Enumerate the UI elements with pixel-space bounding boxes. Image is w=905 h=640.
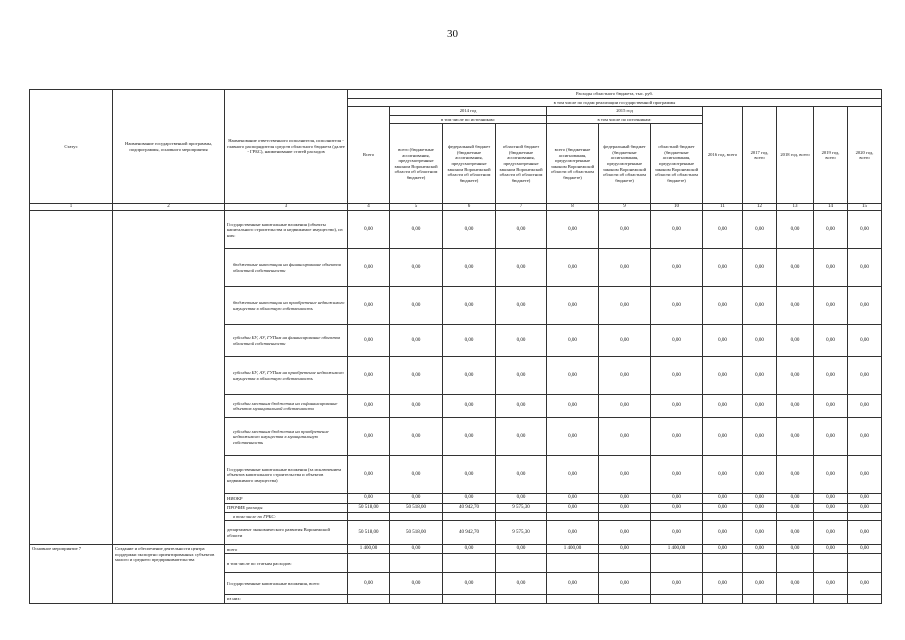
value-cell: 0,00 [443, 357, 496, 395]
value-cell: 0,00 [651, 357, 703, 395]
col-num: 9 [599, 204, 651, 211]
value-cell [348, 554, 390, 573]
value-cell: 0,00 [390, 456, 443, 494]
value-cell: 0,00 [348, 494, 390, 503]
value-cell: 1 400,00 [651, 545, 703, 554]
value-cell: 0,00 [743, 521, 777, 545]
value-cell [599, 595, 651, 604]
value-cell: 0,00 [599, 494, 651, 503]
value-cell: 0,00 [651, 211, 703, 249]
header-year-2017: 2017 год, всего [743, 107, 777, 204]
value-cell [651, 554, 703, 573]
col-num: 10 [651, 204, 703, 211]
expense-item-label: субсидии БУ, АУ, ГУПам на приобретение недвижимого имущества в областную собственность [225, 357, 348, 395]
value-cell: 0,00 [390, 211, 443, 249]
value-cell [496, 595, 547, 604]
value-cell: 0,00 [651, 325, 703, 357]
value-cell [496, 512, 547, 521]
header-sources-2014: в том числе по источникам: [390, 115, 547, 124]
value-cell: 0,00 [848, 494, 882, 503]
expense-item-label: бюджетные инвестиции на финансирование объектов областной собственности [225, 249, 348, 287]
value-cell [348, 512, 390, 521]
value-cell: 0,00 [848, 325, 882, 357]
value-cell: 0,00 [547, 456, 599, 494]
value-cell: 0,00 [703, 573, 743, 595]
value-cell: 0,00 [814, 395, 848, 418]
value-cell: 0,00 [703, 357, 743, 395]
value-cell [599, 512, 651, 521]
expense-item-label: всего [225, 545, 348, 554]
header-total: Всего [348, 107, 390, 204]
value-cell: 0,00 [651, 395, 703, 418]
value-cell: 0,00 [348, 456, 390, 494]
value-cell: 0,00 [743, 418, 777, 456]
value-cell: 0,00 [496, 545, 547, 554]
header-col-5: всего (бюджетные ассигнования, предусмотренные законом Воронежской области об областном бюджете) [390, 124, 443, 204]
value-cell: 0,00 [814, 418, 848, 456]
header-col-6: федеральный бюджет (бюджетные ассигнования, предусмотренные законом Воронежской области об областном бюджете) [443, 124, 496, 204]
col-num: 15 [848, 204, 882, 211]
value-cell: 1 400,00 [348, 545, 390, 554]
value-cell: 0,00 [547, 211, 599, 249]
value-cell: 0,00 [777, 249, 814, 287]
expense-item-label: НИОКР [225, 494, 348, 503]
value-cell: 0,00 [348, 287, 390, 325]
value-cell: 0,00 [703, 503, 743, 512]
header-program-name: Наименование государственной программы, подпрограммы, основного мероприятия [113, 90, 225, 204]
value-cell: 0,00 [599, 418, 651, 456]
value-cell: 0,00 [777, 287, 814, 325]
value-cell [390, 595, 443, 604]
header-executor: Наименование ответственного исполнителя, исполнителя - главного распорядителя средств областного бюджета (далее - ГРБС), наименование статей расходов [225, 90, 348, 204]
value-cell: 0,00 [496, 456, 547, 494]
value-cell: 0,00 [777, 357, 814, 395]
value-cell: 0,00 [743, 211, 777, 249]
value-cell: 0,00 [547, 325, 599, 357]
value-cell: 0,00 [390, 287, 443, 325]
value-cell: 0,00 [703, 456, 743, 494]
value-cell: 0,00 [777, 395, 814, 418]
value-cell: 50 518,00 [348, 503, 390, 512]
value-cell: 0,00 [599, 211, 651, 249]
value-cell: 0,00 [443, 287, 496, 325]
value-cell: 0,00 [496, 395, 547, 418]
value-cell [390, 512, 443, 521]
header-sources-2015: в том числе по источникам: [547, 115, 703, 124]
column-number-row [30, 204, 882, 211]
value-cell: 0,00 [390, 573, 443, 595]
value-cell: 0,00 [777, 503, 814, 512]
value-cell [814, 554, 848, 573]
value-cell: 0,00 [496, 325, 547, 357]
program-name-cell [113, 211, 225, 545]
value-cell: 0,00 [848, 418, 882, 456]
value-cell [743, 595, 777, 604]
value-cell: 0,00 [599, 545, 651, 554]
value-cell: 0,00 [599, 521, 651, 545]
value-cell: 0,00 [703, 418, 743, 456]
value-cell: 0,00 [348, 325, 390, 357]
value-cell: 0,00 [390, 325, 443, 357]
header-year-2020: 2020 год, всего [848, 107, 882, 204]
value-cell: 0,00 [703, 395, 743, 418]
col-num: 13 [777, 204, 814, 211]
value-cell: 0,00 [848, 395, 882, 418]
value-cell [443, 512, 496, 521]
value-cell: 0,00 [348, 418, 390, 456]
value-cell: 0,00 [743, 573, 777, 595]
value-cell [703, 595, 743, 604]
table-row [30, 211, 882, 249]
expense-item-label: департамент экономического развития Воронежской области [225, 521, 348, 545]
value-cell [547, 512, 599, 521]
header-col-8: всего (бюджетные ассигнования, предусмотренные законом Воронежской области об областном бюджете) [547, 124, 599, 204]
value-cell: 0,00 [703, 325, 743, 357]
value-cell [390, 554, 443, 573]
value-cell: 0,00 [848, 545, 882, 554]
value-cell: 0,00 [547, 494, 599, 503]
value-cell: 0,00 [777, 418, 814, 456]
value-cell [777, 554, 814, 573]
header-year-2015: 2015 год [547, 107, 703, 116]
value-cell: 0,00 [814, 287, 848, 325]
value-cell [348, 595, 390, 604]
value-cell: 0,00 [777, 325, 814, 357]
value-cell: 0,00 [443, 395, 496, 418]
value-cell: 0,00 [743, 503, 777, 512]
value-cell: 0,00 [743, 545, 777, 554]
value-cell: 0,00 [848, 456, 882, 494]
value-cell: 0,00 [443, 325, 496, 357]
value-cell [651, 595, 703, 604]
table-row [30, 545, 882, 554]
header-col-7: областной бюджет (бюджетные ассигнования, предусмотренные законом Воронежской области об областном бюджете) [496, 124, 547, 204]
value-cell: 0,00 [777, 211, 814, 249]
value-cell: 0,00 [703, 211, 743, 249]
value-cell: 0,00 [848, 573, 882, 595]
budget-table [29, 89, 882, 604]
value-cell: 0,00 [743, 395, 777, 418]
value-cell: 0,00 [547, 357, 599, 395]
value-cell: 0,00 [814, 494, 848, 503]
value-cell: 9 575,30 [496, 503, 547, 512]
header-col-10: областной бюджет (бюджетные ассигнования, предусмотренные законом Воронежской области об областном бюджете) [651, 124, 703, 204]
value-cell: 0,00 [703, 494, 743, 503]
value-cell: 0,00 [814, 456, 848, 494]
value-cell: 0,00 [443, 249, 496, 287]
value-cell: 0,00 [390, 418, 443, 456]
value-cell: 0,00 [496, 211, 547, 249]
expense-item-label: субсидии БУ, АУ, ГУПам на финансирование объектов областной собственности [225, 325, 348, 357]
value-cell: 50 518,00 [390, 503, 443, 512]
value-cell [703, 512, 743, 521]
header-year-2016: 2016 год, всего [703, 107, 743, 204]
value-cell: 0,00 [496, 357, 547, 395]
value-cell: 0,00 [777, 545, 814, 554]
program-name-cell: Создание и обеспечение деятельности центра поддержки экспортно ориентированных субъектов малого и среднего предпринимательства [113, 545, 225, 604]
value-cell: 0,00 [547, 249, 599, 287]
value-cell: 40 942,70 [443, 503, 496, 512]
col-num: 14 [814, 204, 848, 211]
value-cell [496, 554, 547, 573]
value-cell [848, 554, 882, 573]
value-cell: 0,00 [743, 456, 777, 494]
expense-item-label: в том числе по статьям расходов: [225, 554, 348, 573]
expense-item-label: субсидии местным бюджетам на софинансирование объектов муниципальной собственности [225, 395, 348, 418]
value-cell [443, 595, 496, 604]
value-cell: 0,00 [777, 573, 814, 595]
value-cell: 1 400,00 [547, 545, 599, 554]
col-num: 5 [390, 204, 443, 211]
expense-item-label: из них: [225, 595, 348, 604]
value-cell: 50 518,00 [348, 521, 390, 545]
value-cell: 0,00 [777, 521, 814, 545]
value-cell [547, 554, 599, 573]
value-cell: 0,00 [599, 287, 651, 325]
value-cell: 0,00 [703, 287, 743, 325]
value-cell: 0,00 [390, 249, 443, 287]
value-cell: 0,00 [599, 395, 651, 418]
value-cell: 0,00 [348, 395, 390, 418]
value-cell: 0,00 [703, 521, 743, 545]
value-cell: 0,00 [848, 211, 882, 249]
value-cell: 0,00 [651, 418, 703, 456]
value-cell: 0,00 [443, 573, 496, 595]
value-cell: 0,00 [814, 357, 848, 395]
value-cell: 0,00 [848, 503, 882, 512]
value-cell: 0,00 [651, 249, 703, 287]
value-cell: 0,00 [390, 395, 443, 418]
value-cell: 50 518,00 [390, 521, 443, 545]
value-cell: 0,00 [743, 494, 777, 503]
col-num: 12 [743, 204, 777, 211]
col-num: 11 [703, 204, 743, 211]
value-cell: 0,00 [547, 418, 599, 456]
value-cell [599, 554, 651, 573]
header-budget-expenses: Расходы областного бюджета, тыс. руб. [348, 90, 882, 99]
previous-section-body [30, 211, 882, 545]
value-cell [848, 595, 882, 604]
header-row-1 [30, 90, 882, 99]
value-cell: 0,00 [814, 573, 848, 595]
col-num: 4 [348, 204, 390, 211]
value-cell: 0,00 [651, 287, 703, 325]
value-cell: 0,00 [599, 456, 651, 494]
value-cell [814, 595, 848, 604]
value-cell [547, 595, 599, 604]
value-cell: 0,00 [599, 357, 651, 395]
value-cell: 0,00 [651, 503, 703, 512]
header-by-years: в том числе по годам реализации государственной программы [348, 98, 882, 107]
header-year-2018: 2018 год, всего [777, 107, 814, 204]
value-cell: 0,00 [743, 287, 777, 325]
value-cell: 0,00 [777, 456, 814, 494]
value-cell: 0,00 [703, 545, 743, 554]
value-cell: 0,00 [443, 494, 496, 503]
value-cell: 40 942,70 [443, 521, 496, 545]
expense-item-label: Государственные капитальные вложения (за исключением объектов капитального строительства и объектов недвижимого имущества) [225, 456, 348, 494]
value-cell: 0,00 [777, 494, 814, 503]
value-cell: 0,00 [599, 503, 651, 512]
value-cell: 0,00 [848, 357, 882, 395]
value-cell: 0,00 [547, 521, 599, 545]
value-cell: 0,00 [848, 521, 882, 545]
value-cell [777, 512, 814, 521]
value-cell: 0,00 [599, 573, 651, 595]
header-col-9: федеральный бюджет (бюджетные ассигнования, предусмотренные законом Воронежской области об областном бюджете) [599, 124, 651, 204]
value-cell: 0,00 [848, 287, 882, 325]
value-cell [443, 554, 496, 573]
value-cell: 0,00 [348, 249, 390, 287]
value-cell: 0,00 [496, 418, 547, 456]
value-cell: 0,00 [651, 456, 703, 494]
value-cell [777, 595, 814, 604]
value-cell [814, 512, 848, 521]
value-cell [651, 512, 703, 521]
value-cell: 0,00 [814, 325, 848, 357]
header-year-2019: 2019 год, всего [814, 107, 848, 204]
col-num: 6 [443, 204, 496, 211]
value-cell: 0,00 [496, 494, 547, 503]
value-cell: 0,00 [390, 545, 443, 554]
expense-item-label: в том числе по ГРБС: [225, 512, 348, 521]
expense-item-label: Государственные капитальные вложения (объекты капитального строительства и недвижимое имущество), из них: [225, 211, 348, 249]
value-cell: 0,00 [348, 357, 390, 395]
value-cell: 0,00 [547, 287, 599, 325]
col-num: 1 [30, 204, 113, 211]
expense-item-label: бюджетные инвестиции на приобретение недвижимого имущества в областную собственность [225, 287, 348, 325]
value-cell [848, 512, 882, 521]
status-cell [30, 211, 113, 545]
value-cell: 0,00 [496, 573, 547, 595]
value-cell: 0,00 [443, 456, 496, 494]
value-cell: 0,00 [443, 211, 496, 249]
col-num: 3 [225, 204, 348, 211]
value-cell: 0,00 [547, 573, 599, 595]
value-cell: 0,00 [814, 249, 848, 287]
value-cell: 0,00 [743, 325, 777, 357]
value-cell: 0,00 [599, 325, 651, 357]
value-cell: 0,00 [348, 211, 390, 249]
value-cell [743, 554, 777, 573]
page-number: 30 [447, 28, 458, 40]
value-cell: 0,00 [651, 573, 703, 595]
header-status: Статус [30, 90, 113, 204]
value-cell: 0,00 [443, 545, 496, 554]
value-cell: 0,00 [814, 545, 848, 554]
event7-body [30, 545, 882, 604]
value-cell: 0,00 [496, 249, 547, 287]
value-cell [703, 554, 743, 573]
value-cell: 0,00 [814, 503, 848, 512]
value-cell: 0,00 [496, 287, 547, 325]
value-cell: 0,00 [651, 494, 703, 503]
value-cell: 0,00 [814, 211, 848, 249]
value-cell: 0,00 [547, 395, 599, 418]
value-cell: 0,00 [651, 521, 703, 545]
value-cell: 0,00 [390, 494, 443, 503]
value-cell: 9 575,30 [496, 521, 547, 545]
expense-item-label: ПРОЧИЕ расходы [225, 503, 348, 512]
value-cell: 0,00 [743, 249, 777, 287]
value-cell: 0,00 [703, 249, 743, 287]
col-num: 7 [496, 204, 547, 211]
expense-item-label: Государственные капитальные вложения, всего [225, 573, 348, 595]
value-cell: 0,00 [390, 357, 443, 395]
value-cell [743, 512, 777, 521]
header-year-2014: 2014 год [390, 107, 547, 116]
value-cell: 0,00 [348, 573, 390, 595]
value-cell: 0,00 [547, 503, 599, 512]
col-num: 8 [547, 204, 599, 211]
expense-item-label: субсидии местным бюджетам на приобретение недвижимого имущества в муниципальную собственность [225, 418, 348, 456]
value-cell: 0,00 [599, 249, 651, 287]
col-num: 2 [113, 204, 225, 211]
value-cell: 0,00 [814, 521, 848, 545]
value-cell: 0,00 [848, 249, 882, 287]
value-cell: 0,00 [743, 357, 777, 395]
status-cell: Основное мероприятие 7 [30, 545, 113, 604]
value-cell: 0,00 [443, 418, 496, 456]
